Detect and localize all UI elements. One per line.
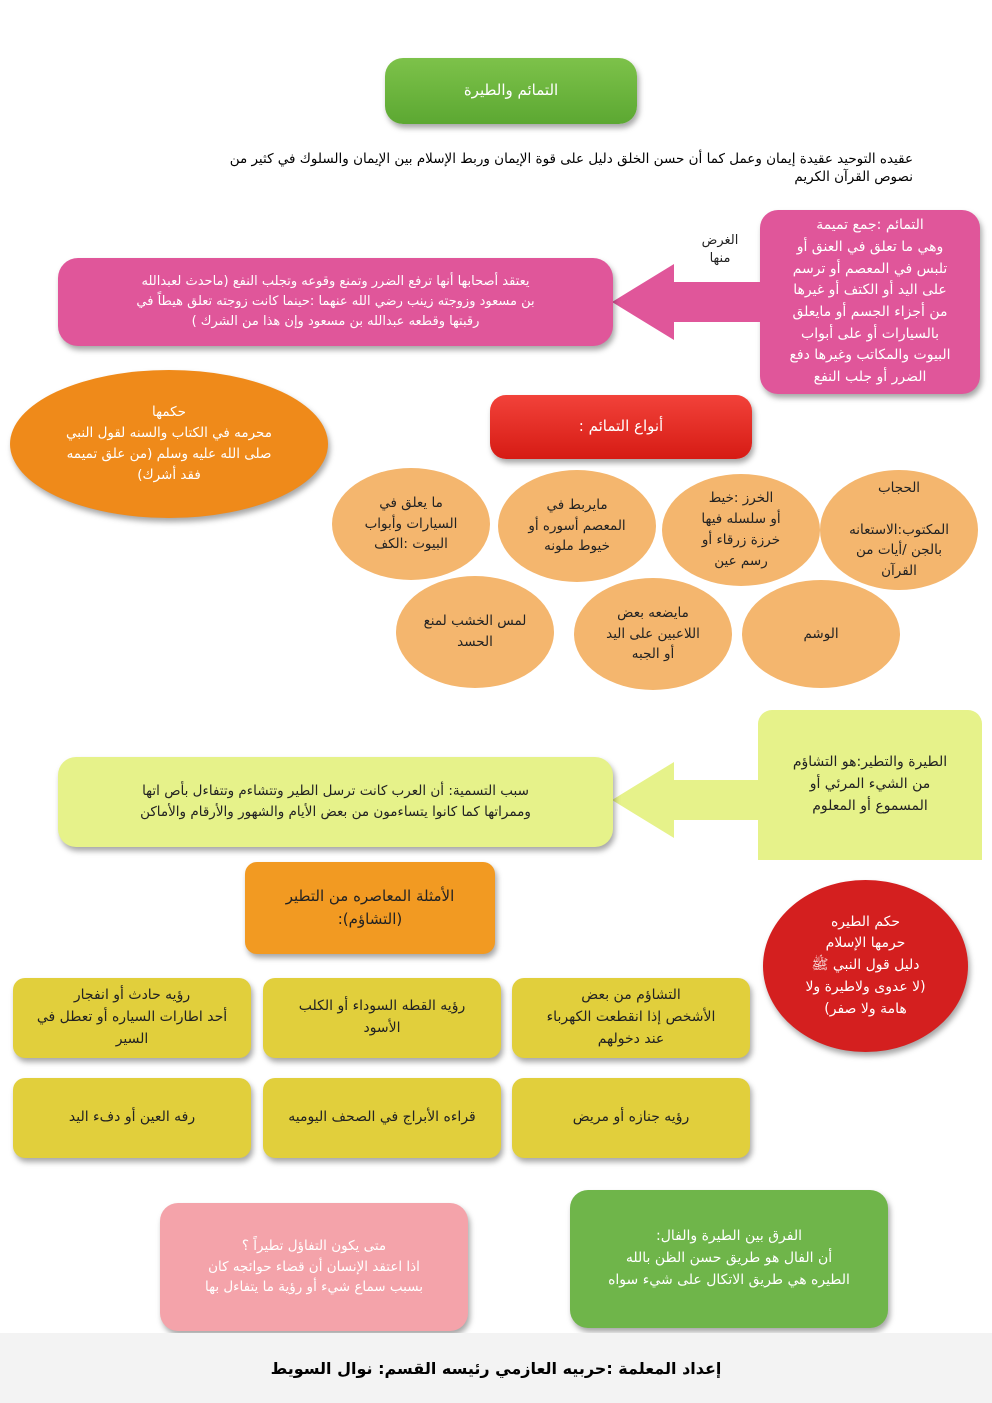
type-car: ما يعلق في السيارات وأبواب البيوت :الكف (332, 468, 490, 580)
intro-paragraph: عقيده التوحيد عقيدة إيمان وعمل كما أن حسن الخلق دليل على قوة الإيمان وربط الإسلام بين الإيمان والسلوك في كثير من نصوص القرآن الكريم (229, 151, 913, 186)
naming-reason-box (58, 757, 613, 847)
type-tattoo: الوشم (742, 580, 900, 688)
purpose-box (58, 258, 613, 346)
naming-reason-text: سبب التسمية: أن العرب كانت ترسل الطير وتتشاءم وتتفاءل بأص اتها وممراتها كما كانوا يتساءمون من بعض الأيام والشهور والأرقام والأماكن (140, 783, 531, 820)
types-title (490, 395, 752, 459)
amulets-definition-text: التمائم :جمع تميمة وهي ما تعلق في العنق أو تلبس في المعصم أو ترسم على اليد أو الكتف أو غيرها من أجزاء الجسم أو مايعلق بالسيارات أو على أبواب البيوت والمكاتب وغيرها دفع الضرر أو جلب النفع (789, 217, 951, 386)
type-wood: لمس الخشب لمنع الحسد (396, 576, 554, 688)
example-horoscope: قراءه الأبراج في الصحف اليوميه (263, 1078, 501, 1158)
type-hijab: الحجاب المكتوب:الاستعانه بالجن /أيات من القرآن (820, 470, 978, 590)
example-eye-twitch: رفه العين أو دفء اليد (13, 1078, 251, 1158)
footer-text: إعداد المعلمة :حربيه العازمي رئيسه القسم: نوال السويط (270, 1358, 722, 1378)
page-title (385, 58, 637, 124)
examples-title-text: الأمثلة المعاصره من التطير (التشاؤم): (285, 886, 455, 928)
tiyara-definition-box (758, 710, 982, 860)
example-electricity: التشاؤم من بعض الأشخص إذا انقطعت الكهرباء عند دخولهم (512, 978, 750, 1058)
ruling-text: حكمها محرمه في الكتاب والسنه لقول النبي صلى الله عليه وسلم (من علق تميمه فقد أشرك) (66, 404, 272, 483)
yellow-arrow-icon (612, 760, 762, 840)
example-black-cat: رؤيه القطه السوداء أو الكلب الأسود (263, 978, 501, 1058)
tiyara-definition-text: الطيرة والتطير:هو التشاؤم من الشيء المرئي أو المسموع أو المعلوم (792, 754, 948, 814)
type-beads: الخرز :خيط أو سلسله فيها خرزة زرقاء أو رسم عين (662, 474, 820, 586)
difference-text: الفرق بين الطيرة والفال: أن الفال هو طريق حسن الظن بالله الطيره هي طريق الاتكال على شيء سواه (608, 1228, 850, 1288)
purpose-text: يعتقد أصحابها أنها ترفع الضرر وتمنع وقوعه وتجلب النفع (ماحدث لعبدالله بن مسعود وزوجته زينب رضي الله عنهما :حينما كانت زوجته تعلق هيطاً في رقبتها وقطعه عبدالله بن مسعود وإن هذا من الشرك ) (136, 273, 535, 330)
page-title-text: التمائم والطيرة (463, 81, 559, 100)
pink-arrow-icon (612, 262, 762, 342)
types-title-text: أنواع التمائم : (578, 417, 664, 436)
tiyara-ruling-circle (763, 880, 968, 1052)
amulets-definition-box (760, 210, 980, 394)
optimism-box (160, 1203, 468, 1331)
examples-title (245, 862, 495, 954)
example-accident: رؤيه حادث أو انفجار أحد اطارات السياره أو تعطل في السير (13, 978, 251, 1058)
type-wrist: مايربط في المعصم أسوره أو خيوط ملونه (498, 470, 656, 582)
tiyara-ruling-text: حكم الطيره حرمها الإسلام دليل قول النبي ﷺ (لا عدوى ولاطيرة ولا هامة ولا صفر) (805, 913, 926, 1017)
example-funeral: رؤيه جنازه أو مريض (512, 1078, 750, 1158)
optimism-text: متى يكون التفاؤل تطيراً ؟ اذا اعتقد الإنسان أن قضاء حوائجه كان بسبب سماع شيء أو رؤية ما يتفاءل بها (204, 1237, 424, 1296)
type-players: مايضعه بعض اللاعبين على اليد أو الجبه (574, 578, 732, 690)
footer (0, 1333, 992, 1403)
difference-box (570, 1190, 888, 1328)
ruling-oval (10, 370, 328, 518)
purpose-label: الغرض منها (701, 233, 739, 267)
